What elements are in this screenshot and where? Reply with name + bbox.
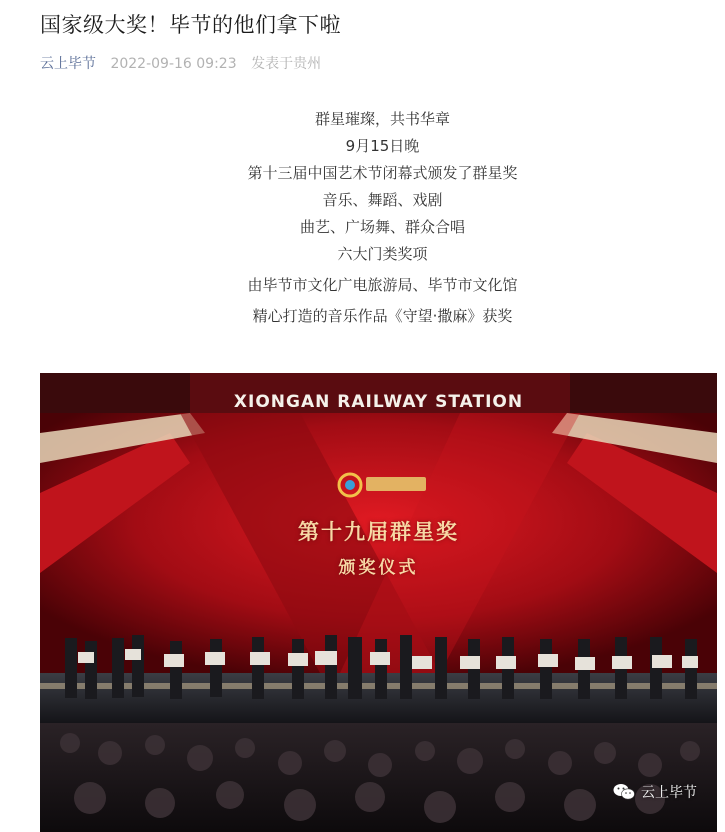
body-line: 群星璀璨，共书华章 xyxy=(314,110,450,128)
body-line: 精心打造的音乐作品《守望·撒麻》获奖 xyxy=(252,307,513,325)
article-title: 国家级大奖！毕节的他们拿下啦 xyxy=(40,13,341,37)
station-sign: XIONGAN RAILWAY STATION xyxy=(233,392,524,412)
wechat-icon xyxy=(613,783,635,801)
body-line: 曲艺、广场舞、群众合唱 xyxy=(299,218,465,236)
publish-location: 发表于贵州 xyxy=(251,56,322,72)
watermark xyxy=(613,782,697,802)
body-line: 由毕节市文化广电旅游局、毕节市文化馆 xyxy=(247,276,518,294)
article-meta xyxy=(40,54,321,74)
ceremony-photo-drawing xyxy=(40,373,717,832)
body-line: 9月15日晚 xyxy=(345,137,420,155)
body-line: 六大门类奖项 xyxy=(337,245,428,263)
backdrop-subtitle: 颁奖仪式 xyxy=(338,558,419,578)
publish-date: 2022-09-16 09:23 xyxy=(110,56,237,72)
backdrop-title: 第十九届群星奖 xyxy=(298,520,459,544)
article-body xyxy=(40,106,725,330)
body-line: 第十三届中国艺术节闭幕式颁发了群星奖 xyxy=(247,164,518,182)
ceremony-photo[interactable] xyxy=(40,373,717,832)
watermark-text: 云上毕节 xyxy=(641,785,697,801)
body-line: 音乐、舞蹈、戏剧 xyxy=(322,191,443,209)
account-name-link[interactable]: 云上毕节 xyxy=(40,56,96,72)
